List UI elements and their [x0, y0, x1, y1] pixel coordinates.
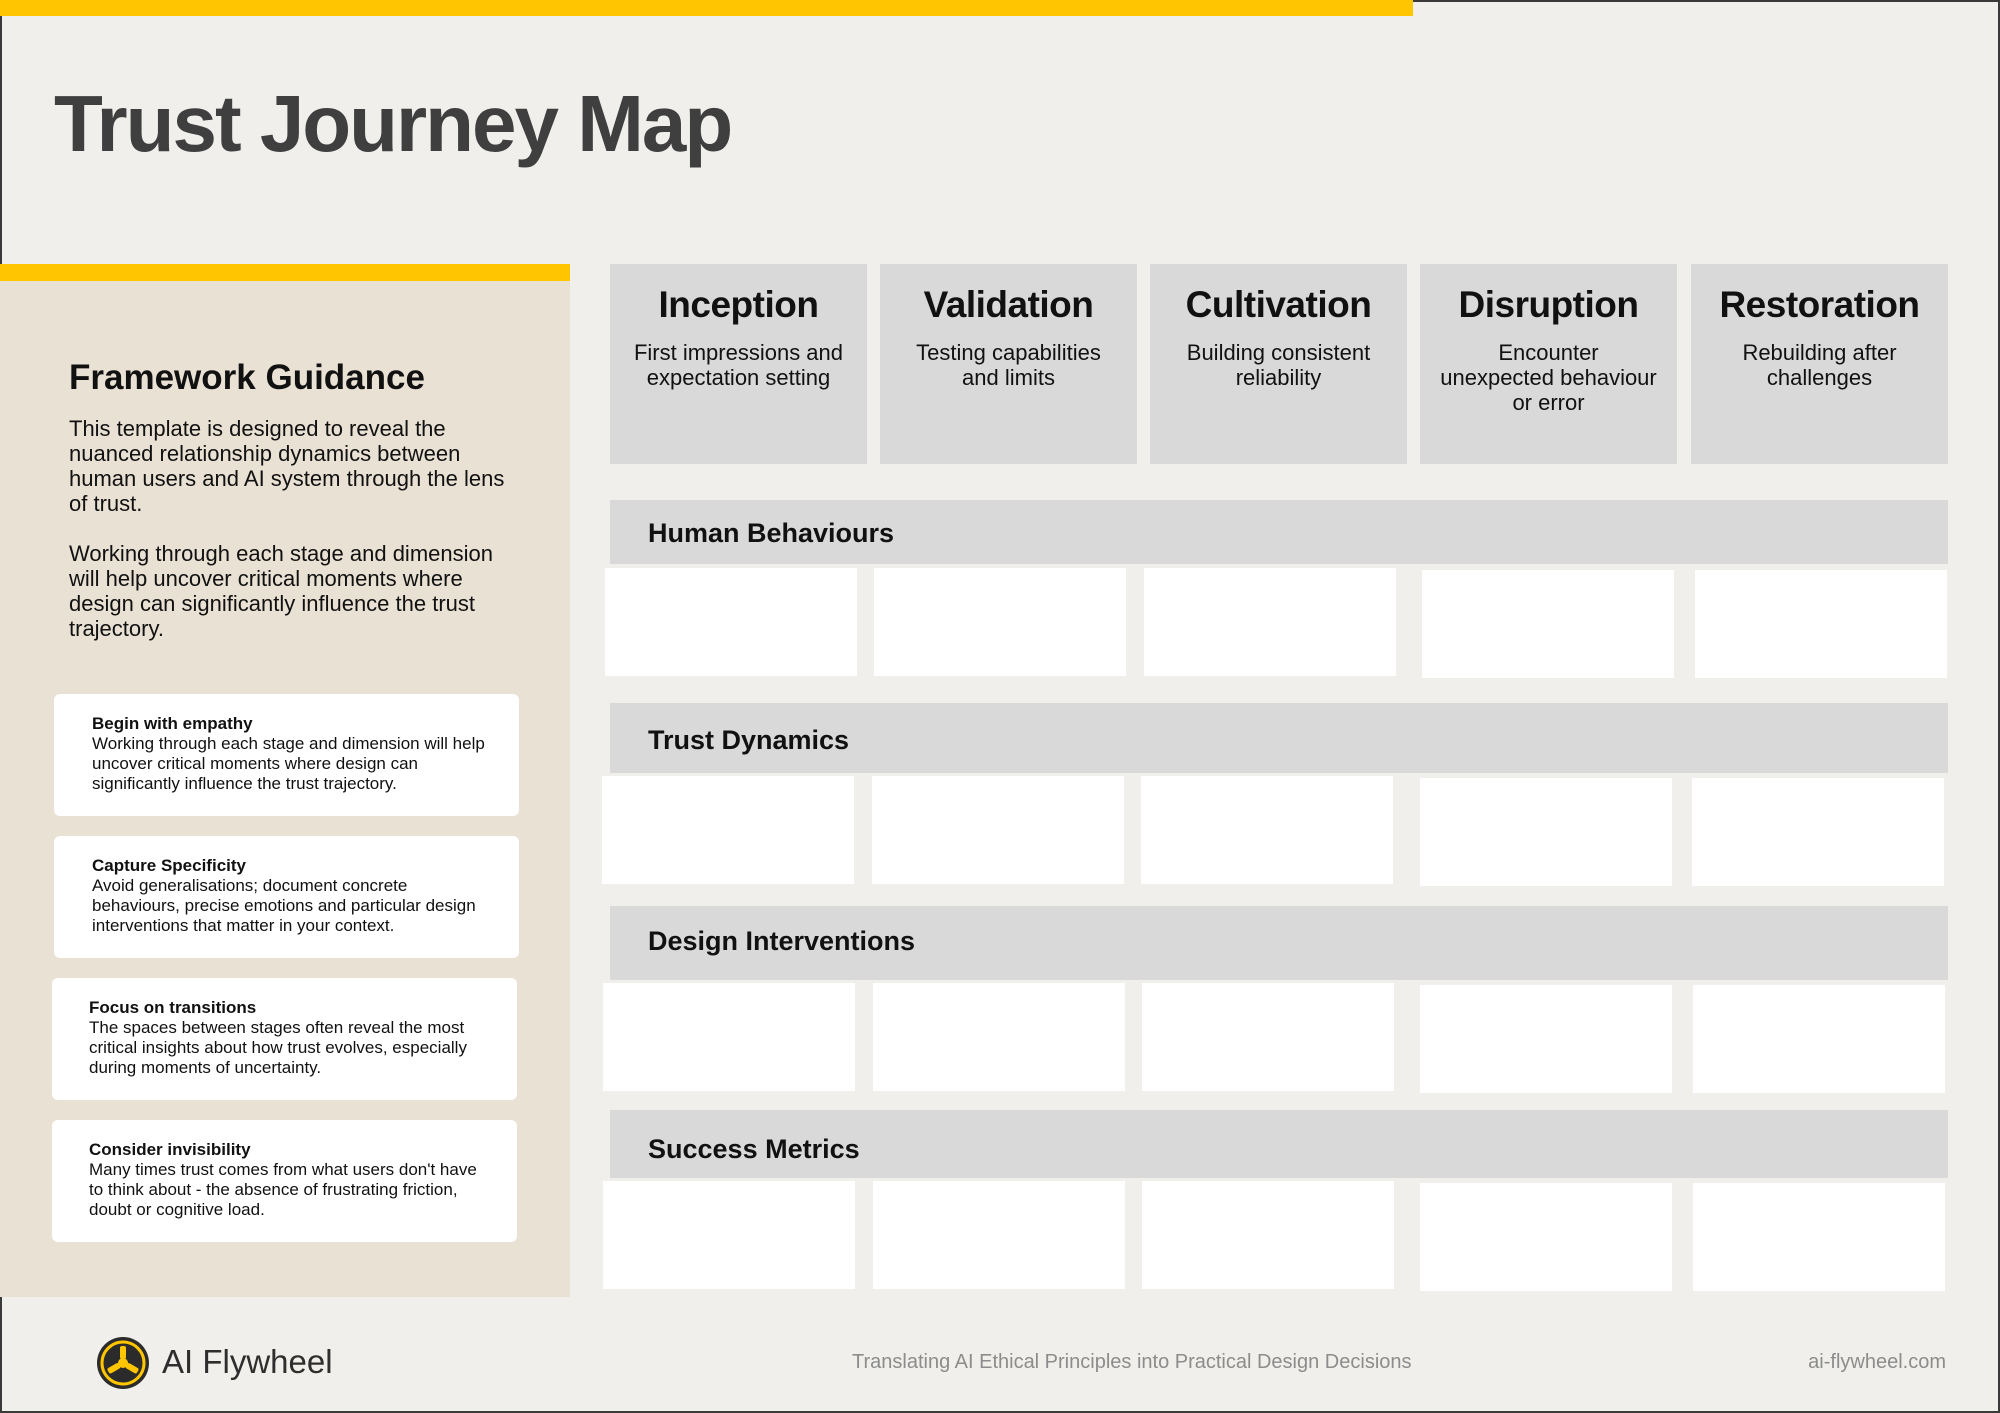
- grid-cell[interactable]: [602, 776, 854, 884]
- guidance-body: [69, 416, 519, 666]
- grid-cell[interactable]: [1422, 570, 1674, 678]
- stage-header-inception: [610, 264, 867, 464]
- dimension-label: Success Metrics: [648, 1134, 860, 1164]
- stage-description: Building consistent reliability: [1186, 340, 1371, 390]
- brand-name: AI Flywheel: [162, 1343, 333, 1380]
- stage-name: Restoration: [1719, 284, 1920, 325]
- stage-header-disruption: [1420, 264, 1677, 464]
- tip-text: Avoid generalisations; document concrete behaviours, precise emotions and particular design interventions that matter in your context.: [92, 876, 476, 935]
- stage-header-cultivation: [1150, 264, 1407, 464]
- grid-cell[interactable]: [1420, 778, 1672, 886]
- tip-card: [54, 836, 519, 958]
- tip-card: [52, 978, 517, 1100]
- stage-header-validation: [880, 264, 1137, 464]
- footer-website-link[interactable]: ai-flywheel.com: [1808, 1351, 1946, 1373]
- stage-header-restoration: [1691, 264, 1948, 464]
- stage-name: Validation: [923, 284, 1094, 325]
- grid-cell[interactable]: [1142, 983, 1394, 1091]
- guidance-accent-bar: [0, 264, 570, 281]
- dimension-label: Design Interventions: [648, 926, 916, 956]
- stage-description: Rebuilding after challenges: [1742, 340, 1897, 390]
- tip-title: Focus on transitions: [89, 998, 257, 1017]
- tip-title: Begin with empathy: [92, 714, 253, 733]
- tip-title: Capture Specificity: [92, 856, 246, 875]
- grid-cell[interactable]: [605, 568, 857, 676]
- stage-name: Cultivation: [1185, 284, 1372, 325]
- dimension-label: Human Behaviours: [648, 518, 895, 548]
- grid-cell[interactable]: [873, 983, 1125, 1091]
- dimension-row-human-behaviours: [610, 500, 1948, 564]
- tip-text: Working through each stage and dimension will help uncover critical moments where design can significantly influence the trust trajectory.: [92, 734, 485, 793]
- grid-cell[interactable]: [1420, 1183, 1672, 1291]
- guidance-title: Framework Guidance: [69, 358, 425, 397]
- stage-name: Disruption: [1458, 284, 1639, 325]
- tip-text: The spaces between stages often reveal the most critical insights about how trust evolves, especially during moments of uncertainty.: [89, 1018, 467, 1077]
- guidance-paragraph: This template is designed to reveal the nuanced relationship dynamics between human users and AI system through the lens of trust.: [69, 416, 505, 516]
- tip-card: [54, 694, 519, 816]
- grid-cell[interactable]: [1144, 568, 1396, 676]
- tip-text: Many times trust comes from what users don't have to think about - the absence of frustrating friction, doubt or cognitive load.: [89, 1160, 477, 1219]
- grid-cell[interactable]: [1420, 985, 1672, 1093]
- stage-description: First impressions and expectation setting: [633, 340, 844, 390]
- stage-description: Encounter unexpected behaviour or error: [1440, 340, 1657, 415]
- grid-cell[interactable]: [603, 983, 855, 1091]
- stage-name: Inception: [658, 284, 819, 325]
- ai-flywheel-logo-icon: [96, 1336, 150, 1390]
- stage-description: Testing capabilities and limits: [916, 340, 1101, 390]
- dimension-row-design-interventions: [610, 906, 1948, 980]
- grid-cell[interactable]: [1693, 985, 1945, 1093]
- guidance-paragraph: Working through each stage and dimension will help uncover critical moments where design can significantly influence the trust trajectory.: [69, 541, 493, 641]
- tip-card: [52, 1120, 517, 1242]
- grid-cell[interactable]: [1693, 1183, 1945, 1291]
- footer-tagline: Translating AI Ethical Principles into Practical Design Decisions: [852, 1351, 1412, 1373]
- grid-cell[interactable]: [1141, 776, 1393, 884]
- top-accent-bar: [0, 0, 1413, 16]
- grid-cell[interactable]: [1692, 778, 1944, 886]
- tip-title: Consider invisibility: [89, 1140, 251, 1159]
- dimension-row-trust-dynamics: [610, 703, 1948, 773]
- dimension-row-success-metrics: [610, 1110, 1948, 1178]
- grid-cell[interactable]: [874, 568, 1126, 676]
- dimension-label: Trust Dynamics: [648, 725, 850, 755]
- grid-cell[interactable]: [1142, 1181, 1394, 1289]
- grid-cell[interactable]: [1695, 570, 1947, 678]
- grid-cell[interactable]: [873, 1181, 1125, 1289]
- grid-cell[interactable]: [603, 1181, 855, 1289]
- grid-cell[interactable]: [872, 776, 1124, 884]
- page-title: Trust Journey Map: [54, 79, 732, 168]
